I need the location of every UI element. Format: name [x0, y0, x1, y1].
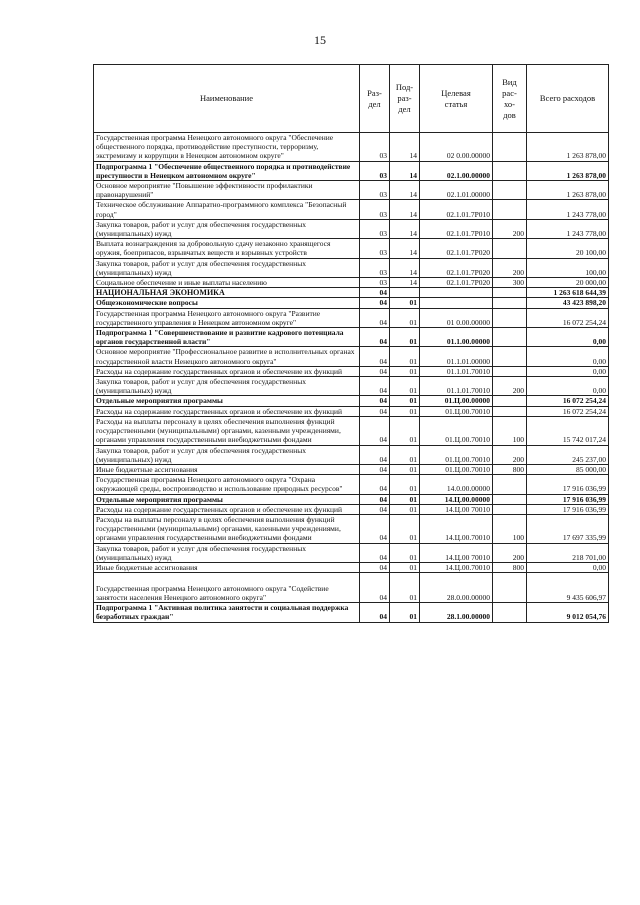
table-row: [94, 298, 609, 308]
row-razdel: 04: [360, 514, 390, 543]
row-name: Отдельные мероприятия программы: [94, 494, 360, 504]
row-total: 9 012 054,76: [527, 603, 609, 622]
table-row: [94, 464, 609, 474]
row-target-article: 02.1.01.00000: [420, 181, 493, 200]
row-total: 17 697 335,99: [527, 514, 609, 543]
row-podrazdel: 14: [390, 278, 420, 288]
row-target-article: 01.1.01.70010: [420, 366, 493, 376]
row-total: 245 237,00: [527, 445, 609, 464]
row-target-article: 01.1.01.70010: [420, 377, 493, 396]
row-expense-type: [493, 573, 527, 603]
row-name: Государственная программа Ненецкого автономного округа "Содействие занятости населения Ненецкого автономного округа": [94, 573, 360, 603]
table-row: [94, 200, 609, 219]
row-name: Закупка товаров, работ и услуг для обеспечения государственных (муниципальных) нужд: [94, 543, 360, 562]
table-row: [94, 494, 609, 504]
header-podrazdel: Под- раз- дел: [390, 65, 420, 133]
row-name: Подпрограмма 1 "Активная политика занятости и социальная поддержка безработных граждан": [94, 603, 360, 622]
row-podrazdel: 01: [390, 396, 420, 406]
row-razdel: 03: [360, 133, 390, 162]
row-name: Иные бюджетные ассигнования: [94, 562, 360, 572]
row-target-article: 28.1.00.00000: [420, 603, 493, 622]
row-total: 1 243 778,00: [527, 219, 609, 238]
row-razdel: 04: [360, 328, 390, 347]
row-name: Основное мероприятие "Повышение эффективности профилактики правонарушений": [94, 181, 360, 200]
row-expense-type: [493, 347, 527, 366]
row-expense-type: [493, 181, 527, 200]
row-name: Расходы на выплаты персоналу в целях обеспечения выполнения функций государственными (муниципальными) органами, казенными учреждениями, органами управления государственными внебюджетными фондами: [94, 416, 360, 445]
row-name: Закупка товаров, работ и услуг для обеспечения государственных (муниципальных) нужд: [94, 258, 360, 277]
row-total: 218 701,00: [527, 543, 609, 562]
row-podrazdel: 14: [390, 200, 420, 219]
row-razdel: 04: [360, 543, 390, 562]
table-row: [94, 445, 609, 464]
row-razdel: 04: [360, 603, 390, 622]
row-podrazdel: 14: [390, 181, 420, 200]
row-razdel: 04: [360, 464, 390, 474]
row-podrazdel: 14: [390, 219, 420, 238]
table-row: [94, 219, 609, 238]
row-total: 0,00: [527, 347, 609, 366]
row-podrazdel: [390, 288, 420, 298]
table-row: [94, 514, 609, 543]
row-target-article: 01.Ц.00.00000: [420, 396, 493, 406]
row-target-article: 02.1.01.7Р010: [420, 200, 493, 219]
table-row: [94, 396, 609, 406]
row-razdel: 04: [360, 288, 390, 298]
row-expense-type: [493, 308, 527, 327]
row-total: 1 263 878,00: [527, 161, 609, 180]
header-tselevaya: Целевая статья: [420, 65, 493, 133]
table-row: [94, 603, 609, 622]
row-podrazdel: 01: [390, 298, 420, 308]
row-target-article: 02.1.01.7Р010: [420, 219, 493, 238]
row-podrazdel: 14: [390, 258, 420, 277]
row-razdel: 03: [360, 239, 390, 258]
row-razdel: 03: [360, 181, 390, 200]
row-name: Закупка товаров, работ и услуг для обеспечения государственных (муниципальных) нужд: [94, 219, 360, 238]
row-expense-type: [493, 504, 527, 514]
table-row: [94, 475, 609, 494]
row-name: Общеэкономические вопросы: [94, 298, 360, 308]
row-name: Техническое обслуживание Аппаратно-программного комплекса "Безопасный город": [94, 200, 360, 219]
row-razdel: 03: [360, 278, 390, 288]
row-podrazdel: 01: [390, 464, 420, 474]
row-podrazdel: 14: [390, 239, 420, 258]
row-name: Подпрограмма 1 "Обеспечение общественного порядка и противодействие преступности в Ненецком автономном округе": [94, 161, 360, 180]
header-name: Наименование: [94, 65, 360, 133]
row-total: 16 072 254,24: [527, 308, 609, 327]
row-razdel: 03: [360, 161, 390, 180]
table-row: [94, 416, 609, 445]
row-total: 17 916 036,99: [527, 494, 609, 504]
row-expense-type: 200: [493, 219, 527, 238]
row-name: Расходы на содержание государственных органов и обеспечение их функций: [94, 504, 360, 514]
row-total: 15 742 017,24: [527, 416, 609, 445]
row-target-article: 01.1.00.00000: [420, 328, 493, 347]
row-target-article: 01.Ц.00.70010: [420, 406, 493, 416]
row-name: НАЦИОНАЛЬНАЯ ЭКОНОМИКА: [94, 288, 360, 298]
row-podrazdel: 01: [390, 416, 420, 445]
row-podrazdel: 01: [390, 308, 420, 327]
table-row: [94, 543, 609, 562]
row-target-article: [420, 298, 493, 308]
row-expense-type: [493, 396, 527, 406]
row-razdel: 04: [360, 406, 390, 416]
row-expense-type: [493, 366, 527, 376]
row-expense-type: [493, 475, 527, 494]
row-expense-type: [493, 288, 527, 298]
header-razdel: Раз- дел: [360, 65, 390, 133]
row-target-article: 14.Ц.00.70010: [420, 514, 493, 543]
row-name: Закупка товаров, работ и услуг для обеспечения государственных (муниципальных) нужд: [94, 377, 360, 396]
row-razdel: 04: [360, 396, 390, 406]
row-podrazdel: 01: [390, 494, 420, 504]
row-razdel: 04: [360, 494, 390, 504]
table-row: [94, 573, 609, 603]
row-podrazdel: 01: [390, 406, 420, 416]
row-razdel: 04: [360, 347, 390, 366]
row-razdel: 04: [360, 573, 390, 603]
row-expense-type: [493, 200, 527, 219]
row-podrazdel: 01: [390, 475, 420, 494]
row-expense-type: [493, 298, 527, 308]
row-razdel: 04: [360, 298, 390, 308]
row-podrazdel: 01: [390, 377, 420, 396]
row-name: Закупка товаров, работ и услуг для обеспечения государственных (муниципальных) нужд: [94, 445, 360, 464]
table-row: [94, 328, 609, 347]
row-total: 20 100,00: [527, 239, 609, 258]
row-expense-type: 800: [493, 464, 527, 474]
row-razdel: 04: [360, 504, 390, 514]
table-row: [94, 181, 609, 200]
row-total: 17 916 036,99: [527, 504, 609, 514]
row-total: 9 435 606,97: [527, 573, 609, 603]
row-name: Отдельные мероприятия программы: [94, 396, 360, 406]
table-row: [94, 562, 609, 572]
row-target-article: 14.Ц.00 70010: [420, 543, 493, 562]
row-name: Подпрограмма 1 "Совершенствование и развитие кадрового потенциала органов государственной власти": [94, 328, 360, 347]
row-target-article: 28.0.00.00000: [420, 573, 493, 603]
row-name: Государственная программа Ненецкого автономного округа "Развитие государственного управления в Ненецком автономном округе": [94, 308, 360, 327]
table-header-row: [94, 65, 609, 133]
row-total: 0,00: [527, 328, 609, 347]
row-razdel: 04: [360, 445, 390, 464]
table-row: [94, 377, 609, 396]
row-expense-type: 100: [493, 514, 527, 543]
row-total: 17 916 036,99: [527, 475, 609, 494]
row-razdel: 03: [360, 219, 390, 238]
table-row: [94, 133, 609, 162]
row-total: 100,00: [527, 258, 609, 277]
row-razdel: 04: [360, 416, 390, 445]
table-row: [94, 258, 609, 277]
row-name: Государственная программа Ненецкого автономного округа "Охрана окружающей среды, воспроизводство и использование природных ресурсов": [94, 475, 360, 494]
row-name: Социальное обеспечение и иные выплаты населению: [94, 278, 360, 288]
table-row: [94, 308, 609, 327]
row-name: Основное мероприятие "Профессиональное развитие в исполнительных органах государственной власти Ненецкого автономного округа": [94, 347, 360, 366]
row-target-article: 01.1.01.00000: [420, 347, 493, 366]
row-target-article: 01 0.00.00000: [420, 308, 493, 327]
row-target-article: 01.Ц.00.70010: [420, 445, 493, 464]
table-row: [94, 366, 609, 376]
row-target-article: 01.Ц.00.70010: [420, 464, 493, 474]
row-name: Расходы на содержание государственных органов и обеспечение их функций: [94, 406, 360, 416]
row-podrazdel: 01: [390, 347, 420, 366]
row-razdel: 04: [360, 475, 390, 494]
row-name: Иные бюджетные ассигнования: [94, 464, 360, 474]
row-target-article: 02.1.01.7Р020: [420, 278, 493, 288]
row-razdel: 03: [360, 258, 390, 277]
row-target-article: 01.Ц.00.70010: [420, 416, 493, 445]
row-total: 20 000,00: [527, 278, 609, 288]
row-podrazdel: 01: [390, 366, 420, 376]
row-name: Расходы на содержание государственных органов и обеспечение их функций: [94, 366, 360, 376]
row-expense-type: 300: [493, 278, 527, 288]
row-total: 0,00: [527, 562, 609, 572]
header-total: Всего расходов: [527, 65, 609, 133]
row-total: 1 243 778,00: [527, 200, 609, 219]
row-expense-type: 200: [493, 543, 527, 562]
row-expense-type: [493, 239, 527, 258]
row-total: 85 000,00: [527, 464, 609, 474]
row-podrazdel: 01: [390, 573, 420, 603]
row-total: 43 423 898,20: [527, 298, 609, 308]
row-podrazdel: 14: [390, 133, 420, 162]
row-podrazdel: 01: [390, 543, 420, 562]
row-razdel: 03: [360, 200, 390, 219]
row-total: 16 072 254,24: [527, 396, 609, 406]
table-row: [94, 406, 609, 416]
row-total: 16 072 254,24: [527, 406, 609, 416]
row-podrazdel: 01: [390, 504, 420, 514]
table-row: [94, 288, 609, 298]
row-expense-type: [493, 494, 527, 504]
row-total: 0,00: [527, 377, 609, 396]
row-expense-type: 100: [493, 416, 527, 445]
table-body: [94, 133, 609, 623]
row-name: Расходы на выплаты персоналу в целях обеспечения выполнения функций государственными (муниципальными) органами, казенными учреждениями, органами управления государственными внебюджетными фондами: [94, 514, 360, 543]
row-target-article: 14.Ц.00.70010: [420, 562, 493, 572]
row-razdel: 04: [360, 377, 390, 396]
row-razdel: 04: [360, 562, 390, 572]
row-total: 1 263 878,00: [527, 181, 609, 200]
budget-table: [93, 64, 609, 623]
row-razdel: 04: [360, 308, 390, 327]
row-target-article: [420, 288, 493, 298]
row-target-article: 02 0.00.00000: [420, 133, 493, 162]
row-target-article: 14.Ц.00.00000: [420, 494, 493, 504]
row-expense-type: 200: [493, 377, 527, 396]
table-row: [94, 347, 609, 366]
header-vid: Вид рас- хо- дов: [493, 65, 527, 133]
row-target-article: 02.1.00.00000: [420, 161, 493, 180]
row-expense-type: [493, 406, 527, 416]
row-podrazdel: 01: [390, 445, 420, 464]
row-name: Государственная программа Ненецкого автономного округа "Обеспечение общественного порядка, противодействие преступности, терроризму, экстремизму и коррупции в Ненецком автономном округе": [94, 133, 360, 162]
row-podrazdel: 14: [390, 161, 420, 180]
row-expense-type: [493, 328, 527, 347]
row-target-article: 02.1.01.7Р020: [420, 239, 493, 258]
row-total: 1 263 618 644,39: [527, 288, 609, 298]
row-total: 1 263 878,00: [527, 133, 609, 162]
table-row: [94, 161, 609, 180]
table-row: [94, 504, 609, 514]
row-expense-type: [493, 133, 527, 162]
row-podrazdel: 01: [390, 603, 420, 622]
row-total: 0,00: [527, 366, 609, 376]
row-target-article: 14.0.00.00000: [420, 475, 493, 494]
row-podrazdel: 01: [390, 328, 420, 347]
row-target-article: 14.Ц.00 70010: [420, 504, 493, 514]
row-expense-type: 200: [493, 445, 527, 464]
row-podrazdel: 01: [390, 514, 420, 543]
row-expense-type: [493, 603, 527, 622]
row-podrazdel: 01: [390, 562, 420, 572]
page-number: 15: [314, 33, 326, 47]
table-row: [94, 239, 609, 258]
row-target-article: 02.1.01.7Р020: [420, 258, 493, 277]
row-expense-type: 800: [493, 562, 527, 572]
row-expense-type: 200: [493, 258, 527, 277]
row-expense-type: [493, 161, 527, 180]
row-name: Выплата вознаграждения за добровольную сдачу незаконно хранящегося оружия, боеприпасов, взрывчатых веществ и взрывных устройств: [94, 239, 360, 258]
row-razdel: 04: [360, 366, 390, 376]
table-row: [94, 278, 609, 288]
